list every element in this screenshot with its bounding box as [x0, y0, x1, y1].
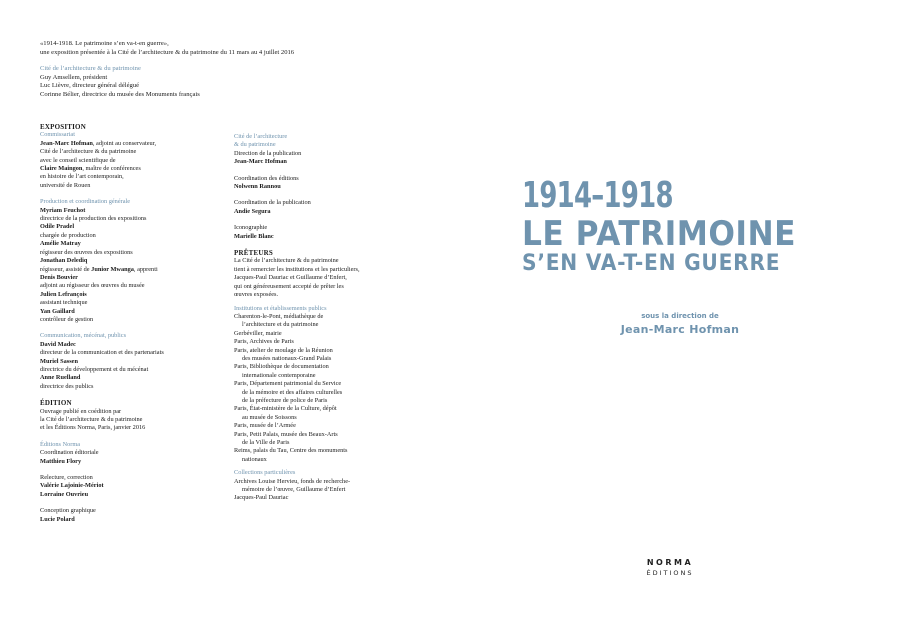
- edition-line: Ouvrage publié en coédition par: [40, 407, 122, 415]
- preteurs-line: qui ont généreusement accepté de prêter les: [234, 282, 344, 290]
- commissariat-heading: Commissariat: [40, 131, 75, 139]
- credit-name: Lorraine Ouvrieu: [40, 490, 89, 498]
- intro-line-2: une exposition présentée à la Cité de l’architecture & du patrimoine du 11 mars au 4 juillet 2016: [40, 48, 295, 56]
- credit-name: Jean-Marc Hofman: [234, 158, 287, 166]
- credit-role: Direction de la publication: [234, 149, 302, 157]
- credit-line: Claire Maingon, maître de conférences: [40, 165, 141, 173]
- preteurs-line: Jacques-Paul Dauriac et Guillaume d’Enfert,: [234, 274, 347, 282]
- intro-person: Guy Amsellem, président: [40, 73, 108, 81]
- edition-line: et les Éditions Norma, Paris, janvier 2016: [40, 424, 146, 432]
- list-line: Reims, palais du Tau, Centre des monuments: [234, 447, 348, 455]
- list-line: Gerbéviller, mairie: [234, 329, 282, 337]
- credit-name: Valérie Lajoinie-Mériot: [40, 482, 104, 490]
- logo-line-1: NORMA: [646, 558, 694, 567]
- list-line: Archives Louise Hervieu, fonds de recherche-: [234, 477, 351, 485]
- production-heading: Production et coordination générale: [40, 198, 131, 206]
- credit-name: Odile Pradel: [40, 223, 75, 231]
- list-line: Paris, Bibliothèque de documentation: [234, 363, 329, 371]
- credit-line: université de Rouen: [40, 181, 91, 189]
- credit-name: Andie Segura: [234, 207, 271, 215]
- list-line: des musées nationaux-Grand Palais: [242, 354, 332, 362]
- communication-heading: Communication, mécénat, publics: [40, 332, 127, 340]
- credit-name: Jonathan Delediq: [40, 257, 88, 265]
- credit-role: Iconographie: [234, 224, 268, 232]
- credit-role: directrice de la production des expositions: [40, 215, 147, 223]
- credit-role: Coordination des éditions: [234, 174, 299, 182]
- collections-heading: Collections particulières: [234, 469, 296, 477]
- list-line: au musée de Soissons: [242, 413, 297, 421]
- credit-role: Relecture, correction: [40, 474, 93, 482]
- credit-role: Coordination éditoriale: [40, 449, 99, 457]
- credit-name: David Madec: [40, 340, 76, 348]
- direction-label: sous la direction de: [641, 312, 719, 320]
- intro-person: Corinne Bélier, directrice du musée des Monuments français: [40, 90, 200, 98]
- list-line: de la mémoire et des affaires culturelles: [242, 388, 343, 396]
- credit-line: Jean-Marc Hofman, adjoint au conservateur,: [40, 139, 157, 147]
- credit-name: Matthieu Flory: [40, 457, 82, 465]
- list-line: Paris, Département patrimonial du Service: [234, 380, 342, 388]
- credit-name: Myriam Feuchot: [40, 206, 86, 214]
- collections-list: [234, 478, 434, 503]
- title-main: LE PATRIMOINE: [522, 214, 796, 254]
- list-line: Paris, Archives de Paris: [234, 338, 294, 346]
- direction-block: [610, 312, 750, 336]
- credit-name: Julien Lefrançois: [40, 290, 87, 298]
- title-sub: S’EN VA-T-EN GUERRE: [522, 251, 781, 276]
- exposition-heading: EXPOSITION: [40, 123, 86, 131]
- cite-heading-2: & du patrimoine: [234, 141, 276, 149]
- edition-line: la Cité de l’architecture & du patrimoine: [40, 416, 143, 423]
- credit-name: Anne Ruelland: [40, 374, 81, 382]
- cite-heading-1: Cité de l’architecture: [234, 133, 288, 140]
- credit-line: avec le conseil scientifique de: [40, 156, 116, 164]
- credit-name: Denis Bouvier: [40, 273, 78, 281]
- credit-name: Yan Gaillard: [40, 307, 75, 315]
- credit-role: adjoint au régisseur des œuvres du musée: [40, 282, 145, 290]
- credit-role: Coordination de la publication: [234, 199, 311, 207]
- credit-role: chargée de production: [40, 231, 96, 239]
- preteurs-line: tient à remercier les institutions et les particuliers,: [234, 265, 360, 273]
- credit-role: Conception graphique: [40, 507, 96, 515]
- credit-role: directeur de la communication et des partenariats: [40, 349, 164, 357]
- institutions-heading: Institutions et établissements publics: [234, 304, 327, 312]
- list-line: nationaux: [242, 455, 267, 463]
- preteurs-line: œuvres exposées.: [234, 291, 279, 299]
- credit-line: Cité de l’architecture & du patrimoine: [40, 148, 137, 156]
- list-line: de la Ville de Paris: [242, 439, 290, 446]
- credit-line: en histoire de l’art contemporain,: [40, 173, 124, 181]
- credit-name: Lucie Polard: [40, 515, 75, 523]
- credit-role: régisseur, assisté de Junior Mwanga, apprenti: [40, 265, 158, 273]
- preteurs-line: La Cité de l’architecture & du patrimoine: [234, 257, 339, 265]
- intro-person: Luc Lièvre, directeur général délégué: [40, 82, 140, 90]
- credit-name: Marielle Blanc: [234, 232, 274, 240]
- intro-cite-heading: Cité de l’architecture & du patrimoine: [40, 65, 141, 73]
- intro-block: [40, 40, 440, 100]
- list-line: Jacques-Paul Dauriac: [234, 494, 289, 502]
- publisher-logo: [640, 558, 700, 577]
- intro-line-1: «1914-1918. Le patrimoine s’en va-t-en guerre»,: [40, 40, 169, 47]
- credits-column-2: [234, 133, 434, 503]
- credit-role: assistant technique: [40, 299, 88, 307]
- credit-role: directrice des publics: [40, 382, 94, 390]
- title-years: 1914–1918: [522, 175, 673, 216]
- list-line: Paris, atelier de moulage de la Réunion: [234, 346, 333, 354]
- credit-role: contrôleur de gestion: [40, 315, 94, 323]
- institutions-list: [234, 313, 434, 464]
- book-title: [522, 176, 862, 276]
- norma-heading: Éditions Norma: [40, 440, 81, 448]
- direction-name: Jean-Marc Hofman: [620, 323, 740, 336]
- list-line: de la préfecture de police de Paris: [242, 396, 328, 404]
- list-line: l’architecture et du patrimoine: [242, 321, 319, 329]
- edition-heading: ÉDITION: [40, 399, 72, 408]
- credit-name: Nolwenn Rannou: [234, 183, 281, 191]
- logo-line-2: ÉDITIONS: [646, 569, 694, 577]
- list-line: Paris, musée de l’Armée: [234, 422, 296, 430]
- credit-role: directrice du développement et du mécénat: [40, 365, 149, 373]
- list-line: mémoire de l’œuvre, Guillaume d’Enfert: [242, 486, 346, 494]
- list-line: Charenton-le-Pont, médiathèque de: [234, 312, 324, 320]
- preteurs-heading: PRÊTEURS: [234, 249, 273, 258]
- credit-name: Amélie Matray: [40, 240, 81, 248]
- list-line: Paris, Petit Palais, musée des Beaux-Arts: [234, 430, 338, 438]
- credit-role: régisseur des œuvres des expositions: [40, 248, 133, 256]
- list-line: internationale contemporaine: [242, 371, 316, 379]
- credits-column-1: [40, 123, 220, 524]
- list-line: Paris, État-ministère de la Culture, dépôt: [234, 405, 337, 413]
- credit-name: Muriel Sassen: [40, 357, 78, 365]
